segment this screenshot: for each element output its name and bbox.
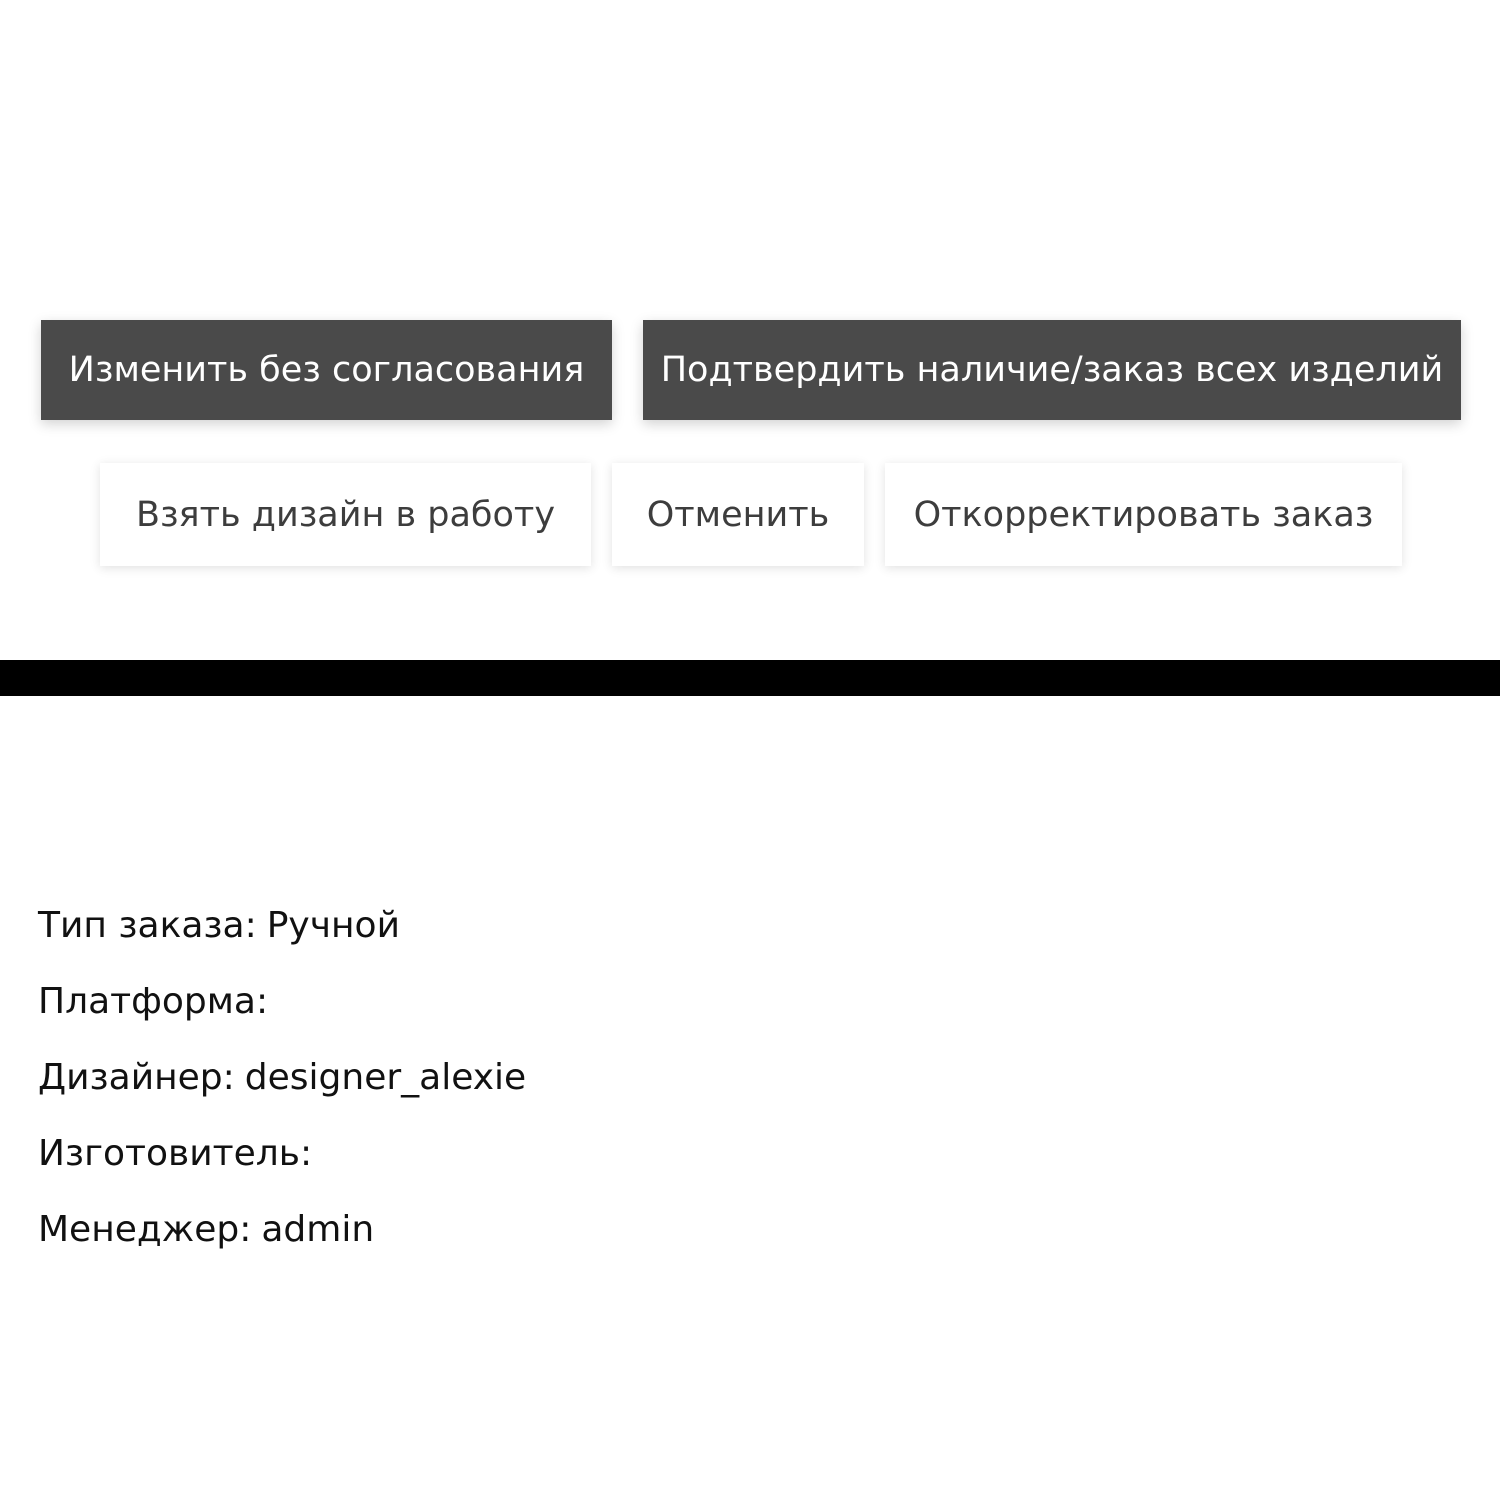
order-type-value: Ручной: [266, 905, 400, 946]
order-info: [38, 898, 1438, 1278]
manufacturer-label: Изготовитель:: [38, 1133, 313, 1174]
platform-label: Платформа:: [38, 981, 269, 1022]
designer-label: Дизайнер:: [38, 1057, 235, 1098]
order-type-row: [38, 898, 1438, 974]
manager-label: Менеджер:: [38, 1209, 252, 1250]
change-without-approval-button[interactable]: Изменить без согласования: [41, 320, 612, 420]
platform-row: [38, 974, 1438, 1050]
confirm-availability-button[interactable]: Подтвердить наличие/заказ всех изделий: [643, 320, 1461, 420]
designer-value: designer_alexie: [244, 1057, 527, 1098]
manager-row: [38, 1202, 1438, 1278]
order-type-label: Тип заказа:: [38, 905, 257, 946]
section-divider: [0, 660, 1500, 696]
correct-order-button[interactable]: Откорректировать заказ: [885, 463, 1402, 566]
designer-row: [38, 1050, 1438, 1126]
manager-value: admin: [261, 1209, 375, 1250]
take-design-button[interactable]: Взять дизайн в работу: [100, 463, 591, 566]
manufacturer-row: [38, 1126, 1438, 1202]
cancel-button[interactable]: Отменить: [612, 463, 864, 566]
